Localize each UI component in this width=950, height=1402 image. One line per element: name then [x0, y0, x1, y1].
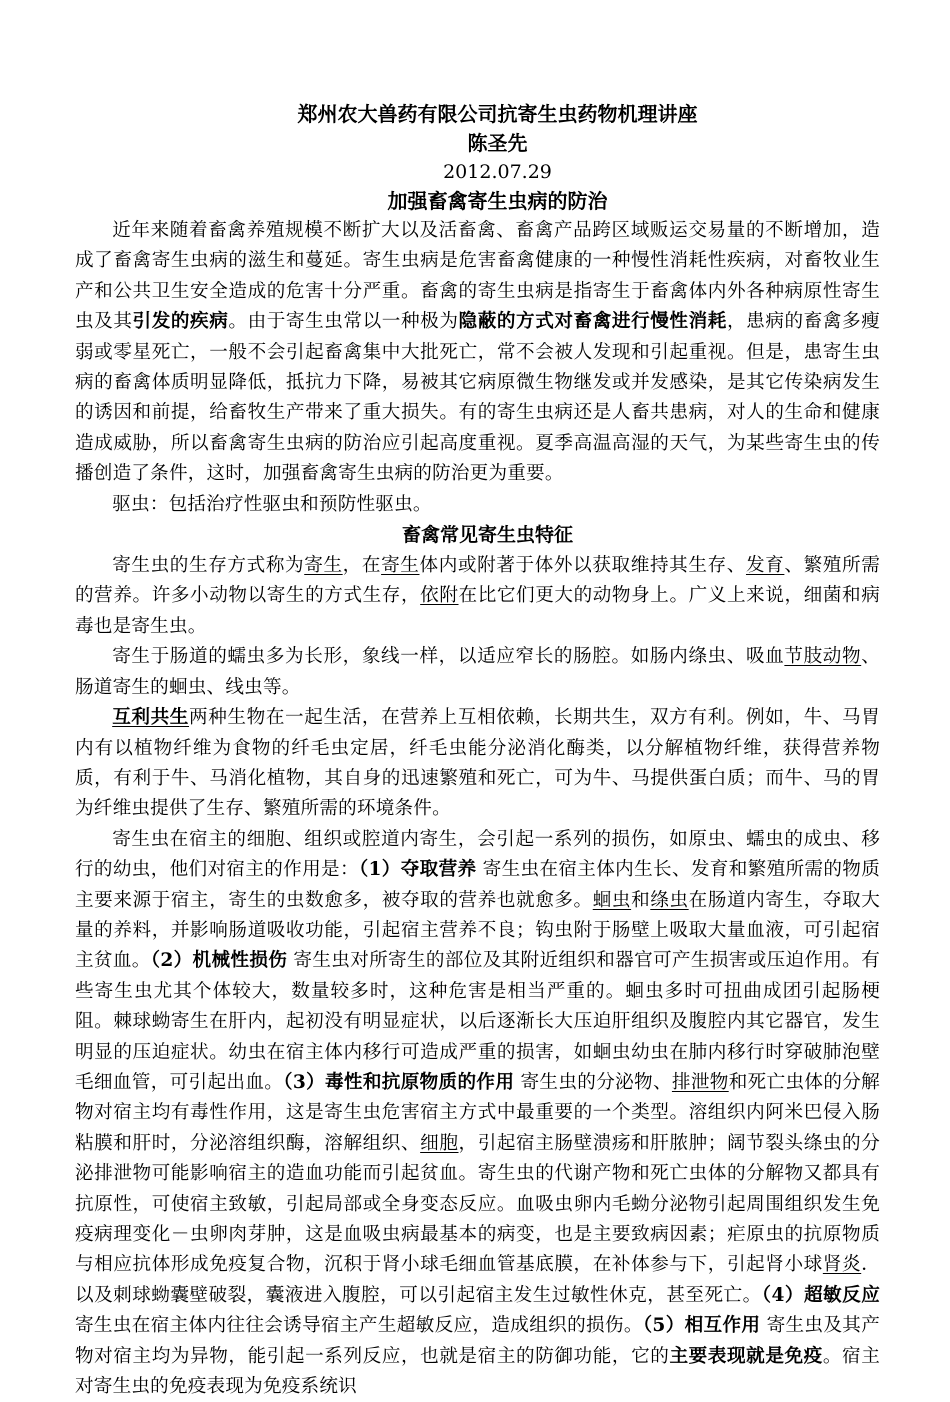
text: 寄生于肠道的蠕虫多为长形，象线一样，以适应窄长的肠腔。如肠内绦虫、吸血	[112, 646, 785, 668]
bold-text: 主要表现就是免疫	[669, 1345, 823, 1367]
paragraph-effects	[75, 825, 880, 1402]
paragraph-parasitism	[75, 551, 880, 642]
text: 两种生物在一起生活，在营养上互相依赖，长期共生，双方有利。例如，牛、马胃内有以植物纤维为食物的纤毛虫定居，纤毛虫能分泌消化酶类，以分解植物纤维，获得营养物质，有利于牛、马消化植物，其自身的迅速繁殖和死亡，可为牛、马提供蛋白质；而牛、马的胃为纤维虫提供了生存、繁殖所需的环境条件。	[75, 707, 880, 820]
text: ．以及刺球蚴囊壁破裂，囊液进入腹腔，可以引起宿主发生过敏性休克，甚至死亡。	[75, 1254, 880, 1306]
paragraph-deworming: 驱虫：包括治疗性驱虫和预防性驱虫。	[112, 493, 432, 515]
link-text[interactable]: 细胞	[420, 1132, 459, 1154]
text: ，患病的畜禽多瘦弱或零星死亡，一般不会引起畜禽集中大批死亡，常不会被人发现和引起重视。但是，患寄生虫病的畜禽体质明显降低，抵抗力下降，易被其它病原微生物继发或并发感染，是其它传染病发生的诱因和前提，给畜牧生产带来了重大损失。有的寄生虫病还是人畜共患病，对人的生命和健康造成威胁，所以畜禽寄生虫病的防治应引起高度重视。夏季高温高湿的天气，为某些寄生虫的传播创造了条件，这时，加强畜禽寄生虫病的防治更为重要。	[75, 311, 880, 485]
link-text[interactable]: 互利共生	[112, 707, 190, 729]
section-heading-prevention: 加强畜禽寄生虫病的防治	[387, 189, 608, 213]
link-text[interactable]: 绦虫	[650, 889, 689, 911]
bold-text: 隐蔽的方式对畜禽进行慢性消耗	[458, 311, 727, 333]
text: 寄生虫的分泌物、	[514, 1071, 672, 1093]
bold-text: 引发的疾病	[132, 311, 229, 333]
paragraph-worms	[75, 642, 880, 703]
document-page	[75, 100, 880, 1402]
text: 。宿主对寄生虫的免疫表现为免疫系统识	[75, 1345, 880, 1398]
text: 寄生虫在宿主体内生长、发育和繁殖所需的物质主要来源于宿主，寄生的虫数愈多，被夺取的营养也就愈多。	[75, 859, 880, 911]
link-text[interactable]: 节肢动物	[784, 646, 862, 668]
paragraph-intro	[75, 216, 880, 490]
link-text[interactable]: 排泄物	[671, 1071, 729, 1093]
text: 。由于寄生虫常以一种极为	[228, 311, 459, 333]
bold-text: （5）相互作用	[642, 1315, 761, 1337]
text: 、繁殖所需的营养。许多小动物以寄生的方式生存，	[75, 555, 881, 607]
bold-text: （4）超敏反应	[761, 1284, 880, 1306]
bold-text: （3）毒性和抗原物质的作用	[283, 1071, 515, 1093]
section-heading-features: 畜禽常见寄生虫特征	[401, 524, 573, 547]
text: 寄生虫的生存方式称为	[112, 555, 305, 577]
text: 寄生虫及其产物对宿主均为异物，能引起一系列反应，也就是宿主的防御功能，它的	[75, 1315, 880, 1367]
text: 和	[631, 889, 651, 911]
text: ，在	[342, 555, 382, 577]
text: 寄生虫对所寄生的部位及其附近组织和器官可产生损害或压迫作用。有些寄生虫尤其个体较大，数量较多时，这种危害是相当严重的。蛔虫多时可扭曲成团引起肠梗阻。棘球蚴寄生在肝内，起初没有明显症状，以后逐渐长大压迫肝组织及腹腔内其它器官，发生明显的压迫症状。幼虫在宿主体内移行可造成严重的损害，如蛔虫幼虫在肺内移行时穿破肺泡壁毛细血管，可引起出血。	[75, 950, 880, 1093]
text: 在比它们更大的动物身上。广义上来说，细菌和病毒也是寄生虫。	[75, 585, 880, 637]
text: 寄生虫在宿主体内往往会诱导宿主产生超敏反应，造成组织的损伤。	[75, 1315, 643, 1337]
link-text[interactable]: 蛔虫	[592, 889, 632, 911]
text: 、肠道寄生的蛔虫、线虫等。	[75, 646, 880, 698]
document-title: 郑州农大兽药有限公司抗寄生虫药物机理讲座	[297, 102, 698, 126]
link-text[interactable]: 肾炎	[822, 1254, 862, 1276]
link-text[interactable]: 寄生	[381, 555, 420, 577]
bold-text: （1）夺取营养	[358, 859, 477, 881]
link-text[interactable]: 寄生	[304, 555, 343, 577]
link-text[interactable]: 依附	[420, 585, 459, 607]
text: 近年来随着畜禽养殖规模不断扩大以及活畜禽、畜禽产品跨区域贩运交易量的不断增加，造成了畜禽寄生虫病的滋生和蔓延。寄生虫病是危害畜禽健康的一种慢性消耗性疾病，对畜牧业生产和公共卫生安全造成的危害十分严重。畜禽的寄生虫病是指寄生于畜禽体内外各种病原性寄生虫及其	[75, 220, 880, 333]
bold-text: （2）机械性损伤	[150, 950, 288, 972]
document-date: 2012.07.29	[443, 161, 552, 183]
text: 在肠道内寄生，夺取大量的养料，并影响肠道吸收功能，引起宿主营养不良；钩虫附于肠壁上吸取大量血液，可引起宿主贫血。	[75, 889, 881, 972]
text: ，引起宿主肠壁溃疡和肝脓肿；阔节裂头绦虫的分泌排泄物可能影响宿主的造血功能而引起贫血。寄生虫的代谢产物和死亡虫体的分解物又都具有抗原性，可使宿主致敏，引起局部或全身变态反应。血吸虫卵内毛蚴分泌物引起周围组织发生免疫病理变化－虫卵肉芽肿，这是血吸虫病最基本的病变，也是主要致病因素；疟原虫的抗原物质与相应抗体形成免疫复合物，沉积于肾小球毛细血管基底膜，在补体参与下，引起肾小球	[75, 1132, 880, 1276]
paragraph-mutualism	[75, 703, 880, 825]
text: 寄生虫在宿主的细胞、组织或腔道内寄生，会引起一系列的损伤，如原虫、蠕虫的成虫、移行的幼虫，他们对宿主的作用是：	[75, 828, 880, 881]
text: 体内或附著于体外以获取维持其生存、	[419, 555, 746, 577]
text: 和死亡虫体的分解物对宿主均有毒性作用，这是寄生虫危害宿主方式中最重要的一个类型。溶组织内阿米巴侵入肠粘膜和肝时，分泌溶组织酶，溶解组织、	[75, 1071, 880, 1154]
author-name: 陈圣先	[467, 131, 528, 155]
link-text[interactable]: 发育	[745, 555, 785, 577]
